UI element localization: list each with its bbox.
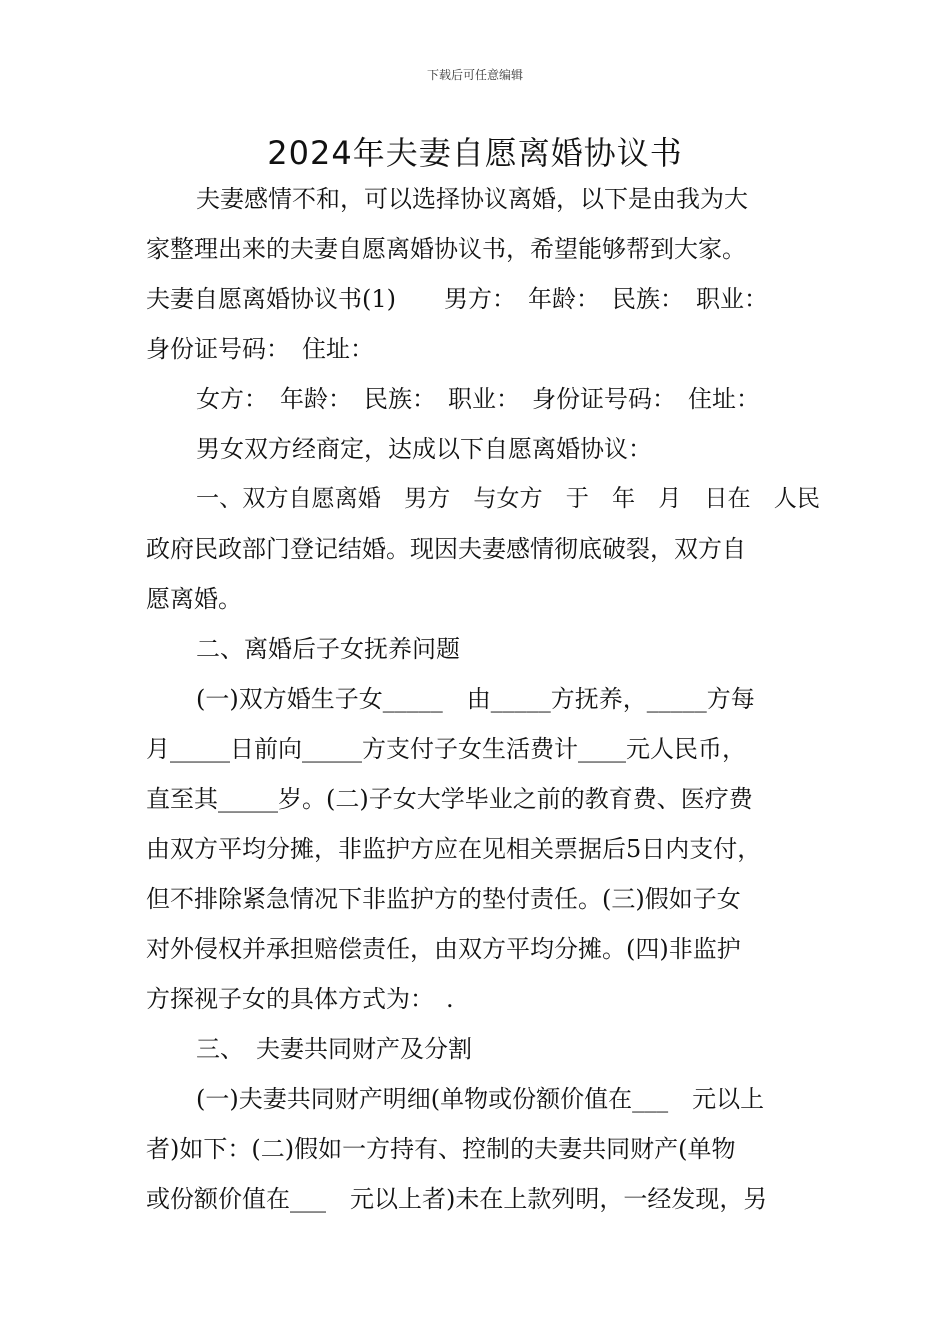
body-line: 夫妻感情不和，可以选择协议离婚，以下是由我为大 (196, 185, 748, 213)
body-line: 由双方平均分摊，非监护方应在见相关票据后5日内支付， (146, 835, 762, 863)
body-line: 夫妻自愿离婚协议书(1) 男方： 年龄： 民族： 职业： (146, 285, 768, 313)
body-line: 身份证号码： 住址： (146, 335, 374, 363)
body-line: (一)双方婚生子女_____ 由_____方抚养，_____方每 (196, 685, 755, 713)
body-line: 方探视子女的具体方式为： . (146, 985, 454, 1013)
body-line: 家整理出来的夫妻自愿离婚协议书，希望能够帮到大家。 (146, 235, 746, 263)
body-line: 对外侵权并承担赔偿责任，由双方平均分摊。(四)非监护 (146, 935, 741, 963)
body-line: 者)如下：(二)假如一方持有、控制的夫妻共同财产(单物 (146, 1135, 736, 1163)
body-line: 月_____日前向_____方支付子女生活费计____元人民币， (146, 735, 746, 763)
body-line: 但不排除紧急情况下非监护方的垫付责任。(三)假如子女 (146, 885, 741, 913)
document-title: 2024年夫妻自愿离婚协议书 (267, 134, 683, 172)
body-line: 政府民政部门登记结婚。现因夫妻感情彻底破裂，双方自 (146, 535, 746, 563)
body-line: 或份额价值在___ 元以上者)未在上款列明，一经发现，另 (146, 1185, 768, 1213)
body-line: 直至其_____岁。(二)子女大学毕业之前的教育费、医疗费 (146, 785, 753, 813)
body-line: 女方： 年龄： 民族： 职业： 身份证号码： 住址： (196, 385, 760, 413)
page-header-note: 下载后可任意编辑 (426, 68, 523, 82)
body-line: (一)夫妻共同财产明细(单物或份额价值在___ 元以上 (196, 1085, 765, 1113)
body-line: 二、离婚后子女抚养问题 (196, 635, 460, 663)
body-line: 一、双方自愿离婚 男方 与女方 于 年 月 日在 人民 (196, 486, 820, 512)
body-line: 愿离婚。 (146, 585, 242, 613)
body-line: 男女双方经商定，达成以下自愿离婚协议： (196, 435, 652, 463)
body-line: 三、 夫妻共同财产及分割 (196, 1035, 472, 1063)
